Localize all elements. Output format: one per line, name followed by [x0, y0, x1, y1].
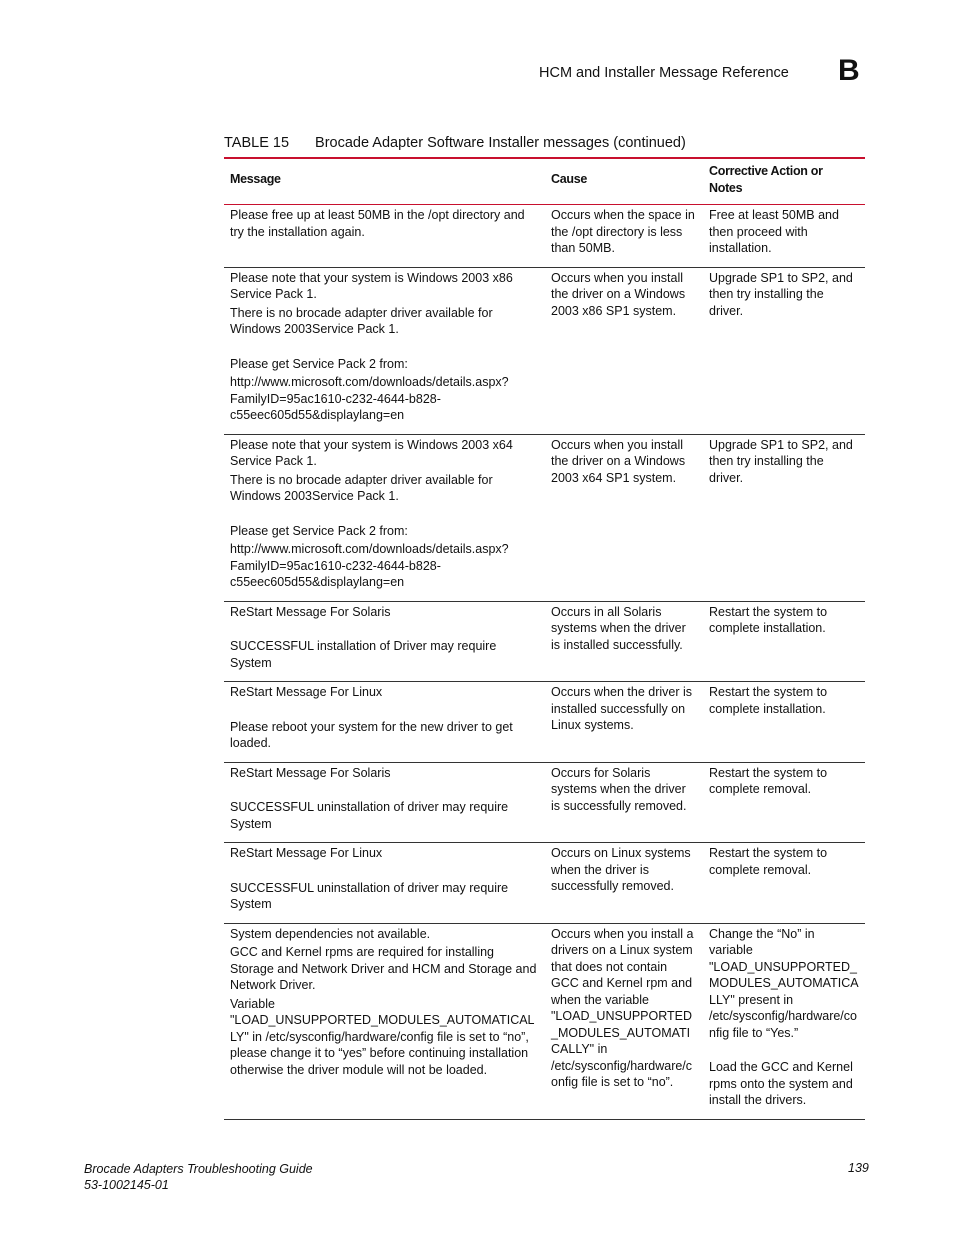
- cell-text-line: Occurs for Solaris systems when the driver is successfully removed.: [551, 765, 687, 813]
- cell-text-line: Restart the system to complete installation.: [709, 685, 828, 716]
- column-header-cause: Cause: [545, 158, 703, 205]
- footer-doc-info: [84, 1161, 313, 1193]
- appendix-letter: B: [838, 54, 860, 87]
- table-cell-cause: [545, 923, 703, 1119]
- cell-text-line: Occurs when the space in the /opt directory is less than 50MB.: [551, 208, 695, 255]
- cell-text-line: GCC and Kernel rpms are required for installing Storage and Network Driver and HCM and Storage and Network Driver.: [230, 945, 537, 992]
- table-cell-action: [703, 434, 865, 601]
- cell-text-line: [230, 783, 539, 799]
- cell-text-line: ReStart Message For Linux: [230, 846, 383, 860]
- cell-text-line: Variable "LOAD_UNSUPPORTED_MODULES_AUTOMATICALLY" in /etc/sysconfig/hardware/config file is set to “no”, please change it to “yes” before continuing installation otherwise the driver module will not be loaded.: [230, 996, 535, 1077]
- table-cell-cause: [545, 267, 703, 434]
- table-cell-message: [224, 762, 545, 843]
- cell-text-line: Load the GCC and Kernel rpms onto the system and install the drivers.: [709, 1060, 853, 1107]
- table-row: [224, 267, 865, 434]
- table-row: [224, 843, 865, 924]
- cell-text-line: [230, 622, 539, 638]
- table-cell-action: [703, 923, 865, 1119]
- cell-text-line: Occurs when you install the driver on a Windows 2003 x64 SP1 system.: [551, 437, 686, 485]
- cell-text-line: SUCCESSFUL uninstallation of driver may require System: [230, 880, 509, 911]
- cell-text-line: Occurs on Linux systems when the driver is successfully removed.: [551, 846, 691, 893]
- table-cell-message: [224, 923, 545, 1119]
- cell-text-line: Please get Service Pack 2 from:: [230, 523, 408, 538]
- cell-text-line: SUCCESSFUL uninstallation of driver may require System: [230, 800, 509, 831]
- cell-text-line: Free at least 50MB and then proceed with installation.: [709, 208, 839, 255]
- table-row: [224, 923, 865, 1119]
- table-caption-text: Brocade Adapter Software Installer messages (continued): [315, 135, 686, 151]
- table-header-row: [224, 158, 865, 205]
- table-cell-action: [703, 843, 865, 924]
- table-row: [224, 762, 865, 843]
- table-number: TABLE 15: [224, 135, 290, 151]
- table-cell-message: [224, 205, 545, 268]
- table-cell-action: [703, 601, 865, 682]
- table-cell-message: [224, 434, 545, 601]
- cell-text-line: Occurs when the driver is installed successfully on Linux systems.: [551, 685, 693, 732]
- table-cell-message: [224, 682, 545, 763]
- footer-doc-title: Brocade Adapters Troubleshooting Guide: [84, 1162, 313, 1176]
- cell-text-line: Occurs when you install the driver on a Windows 2003 x86 SP1 system.: [551, 270, 686, 318]
- cell-text-line: Please note that your system is Windows 2003 x86 Service Pack 1.: [230, 270, 513, 301]
- footer-page-number: 139: [848, 1161, 869, 1175]
- cell-text-line: http://www.microsoft.com/downloads/details.aspx?FamilyID=95ac1610-c232-4644-b828-c55eec605d55&displaylang=en: [230, 542, 509, 589]
- cell-text-line: Please free up at least 50MB in the /opt directory and try the installation again.: [230, 208, 525, 239]
- table-cell-action: [703, 205, 865, 268]
- table-row: [224, 205, 865, 268]
- cell-text-line: Restart the system to complete removal.: [709, 846, 828, 877]
- cell-text-line: System dependencies not available.: [230, 926, 431, 941]
- table-cell-cause: [545, 601, 703, 682]
- cell-text-line: There is no brocade adapter driver available for Windows 2003Service Pack 1.: [230, 472, 493, 503]
- footer-doc-number: 53-1002145-01: [84, 1178, 169, 1192]
- table-row: [224, 601, 865, 682]
- installer-messages-table: [224, 157, 865, 1120]
- table-row: [224, 682, 865, 763]
- cell-text-line: ReStart Message For Solaris: [230, 604, 391, 619]
- table-cell-message: [224, 601, 545, 682]
- cell-text-line: Please get Service Pack 2 from:: [230, 356, 408, 371]
- table-cell-cause: [545, 205, 703, 268]
- cell-text-line: Please reboot your system for the new driver to get loaded.: [230, 719, 513, 750]
- table-caption: [224, 135, 686, 151]
- cell-text-line: [230, 864, 539, 880]
- cell-text-line: Change the “No” in variable "LOAD_UNSUPPORTED_MODULES_AUTOMATICALLY" present in /etc/sysconfig/hardware/config file to “Yes.”: [709, 926, 859, 1040]
- table-cell-message: [224, 267, 545, 434]
- cell-text-line: http://www.microsoft.com/downloads/details.aspx?FamilyID=95ac1610-c232-4644-b828-c55eec605d55&displaylang=en: [230, 375, 509, 422]
- cell-text-line: Restart the system to complete installation.: [709, 604, 828, 635]
- cell-text-line: There is no brocade adapter driver available for Windows 2003Service Pack 1.: [230, 305, 493, 336]
- table-cell-cause: [545, 762, 703, 843]
- cell-text-line: SUCCESSFUL installation of Driver may require System: [230, 639, 497, 670]
- table-cell-cause: [545, 434, 703, 601]
- cell-text-line: ReStart Message For Solaris: [230, 765, 391, 780]
- cell-text-line: [230, 507, 539, 523]
- cell-text-line: Occurs in all Solaris systems when the driver is installed successfully.: [551, 604, 686, 652]
- cell-text-line: Upgrade SP1 to SP2, and then try installing the driver.: [709, 437, 853, 485]
- cell-text-line: [230, 703, 539, 719]
- running-header-title: HCM and Installer Message Reference: [539, 65, 789, 81]
- table-cell-action: [703, 762, 865, 843]
- table-row: [224, 434, 865, 601]
- table-cell-cause: [545, 843, 703, 924]
- cell-text-line: Occurs when you install a drivers on a Linux system that does not contain GCC and Kernel rpm and when the variable "LOAD_UNSUPPORTED_MODULES_AUTOMATICALLY" in /etc/sysconfig/hardware/config file is set to “no”.: [551, 926, 694, 1089]
- cell-text-line: ReStart Message For Linux: [230, 685, 383, 699]
- cell-text-line: Upgrade SP1 to SP2, and then try installing the driver.: [709, 270, 853, 318]
- cell-text-line: Restart the system to complete removal.: [709, 765, 828, 796]
- table-cell-action: [703, 267, 865, 434]
- table-cell-cause: [545, 682, 703, 763]
- column-header-message: Message: [224, 158, 545, 205]
- cell-text-line: [709, 1043, 859, 1059]
- cell-text-line: Please note that your system is Windows 2003 x64 Service Pack 1.: [230, 437, 513, 468]
- table-body: [224, 205, 865, 1120]
- table-cell-action: [703, 682, 865, 763]
- column-header-action: Corrective Action or Notes: [703, 158, 865, 205]
- cell-text-line: [230, 340, 539, 356]
- table-cell-message: [224, 843, 545, 924]
